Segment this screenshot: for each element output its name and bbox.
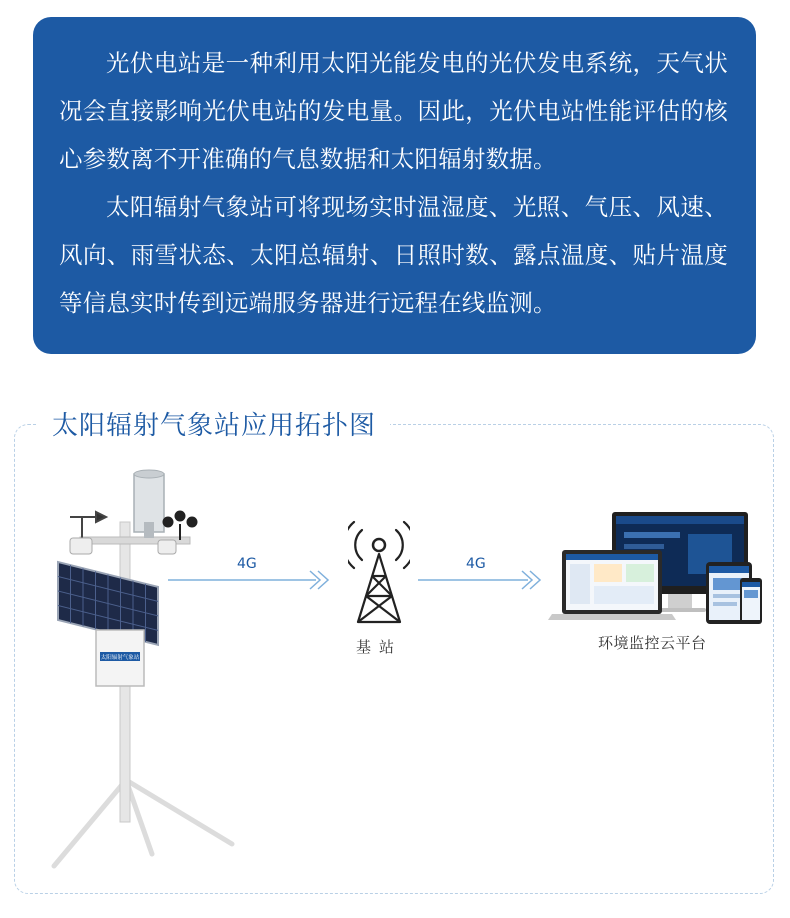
wind-vane [70, 512, 106, 540]
rain-gauge [134, 470, 164, 538]
laptop-icon [548, 550, 676, 620]
topology-title: 太阳辐射气象站应用拓扑图 [38, 408, 390, 444]
link-label-4g-2: 4G [466, 556, 486, 572]
anemometer [163, 511, 197, 540]
control-box [96, 630, 144, 686]
base-station-icon [348, 514, 410, 626]
weather-station-illustration [40, 462, 260, 872]
link-label-4g-1: 4G [237, 556, 257, 572]
intro-paragraph-2: 太阳辐射气象站可将现场实时温湿度、光照、气压、风速、风向、雨雪状态、太阳总辐射、日照时数、露点温度、贴片温度等信息实时传到远端服务器进行远程在线监测。 [59, 193, 728, 317]
base-station-label: 基站 [356, 638, 403, 656]
cloud-platform-label: 环境监控云平台 [598, 634, 707, 652]
control-box-label: 太阳辐射气象站 [100, 655, 140, 661]
intro-paragraph-1: 光伏电站是一种利用太阳光能发电的光伏发电系统，天气状况会直接影响光伏电站的发电量。因此，光伏电站性能评估的核心参数离不开准确的气息数据和太阳辐射数据。 [59, 49, 728, 173]
intro-box [33, 17, 756, 354]
phone-icon [740, 578, 762, 624]
tripod [54, 780, 232, 866]
cloud-platform-devices [548, 508, 768, 630]
